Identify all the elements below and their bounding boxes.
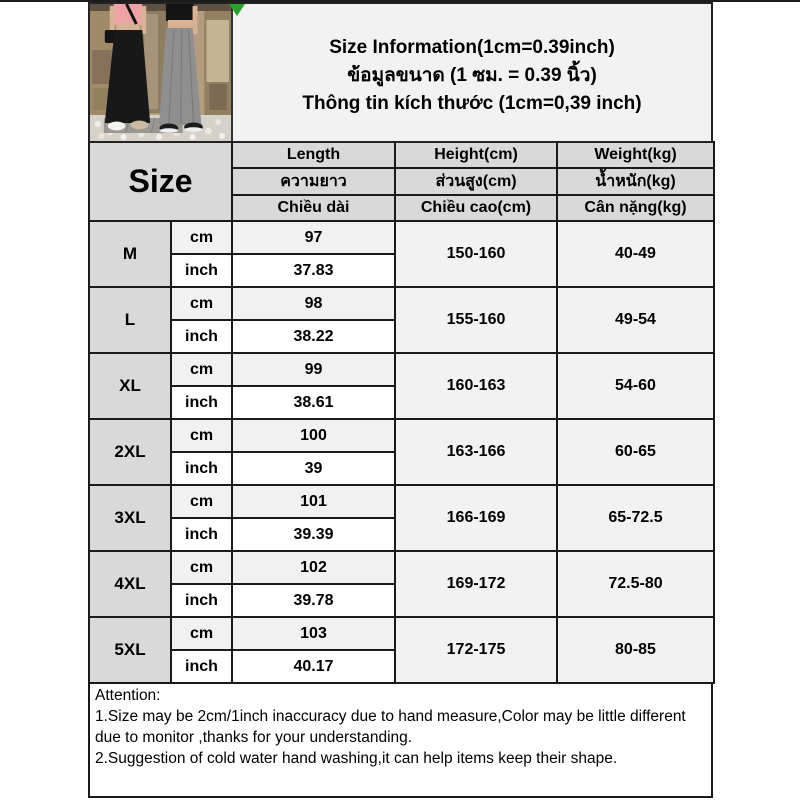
height-value: 155-160 bbox=[395, 287, 557, 353]
table-row bbox=[89, 353, 714, 386]
size-cell-4xl: 4XL bbox=[89, 551, 171, 617]
weight-value: 60-65 bbox=[557, 419, 714, 485]
length-cm-value: 101 bbox=[232, 485, 395, 518]
height-header-vi: Chiều cao(cm) bbox=[395, 195, 557, 221]
length-inch-value: 38.61 bbox=[232, 386, 395, 419]
unit-cm-label: cm bbox=[171, 419, 232, 452]
unit-cm-label: cm bbox=[171, 485, 232, 518]
attention-item: 1.Size may be 2cm/1inch inaccuracy due to hand measure,Color may be little different due to monitor ,thanks for your understanding. bbox=[95, 708, 686, 746]
unit-inch-label: inch bbox=[171, 386, 232, 419]
attention-item: 2.Suggestion of cold water hand washing,it can help items keep their shape. bbox=[95, 750, 618, 767]
table-row bbox=[89, 551, 714, 584]
unit-inch-label: inch bbox=[171, 650, 232, 683]
table-row bbox=[89, 485, 714, 518]
size-sheet bbox=[88, 2, 713, 798]
size-cell-3xl: 3XL bbox=[89, 485, 171, 551]
length-header-vi: Chiều dài bbox=[232, 195, 395, 221]
length-inch-value: 39.39 bbox=[232, 518, 395, 551]
weight-value: 54-60 bbox=[557, 353, 714, 419]
height-header-th: ส่วนสูง(cm) bbox=[395, 168, 557, 195]
length-inch-value: 39.78 bbox=[232, 584, 395, 617]
length-inch-value: 39 bbox=[232, 452, 395, 485]
height-header-en: Height(cm) bbox=[395, 142, 557, 168]
length-cm-value: 102 bbox=[232, 551, 395, 584]
weight-value: 65-72.5 bbox=[557, 485, 714, 551]
unit-cm-label: cm bbox=[171, 221, 232, 254]
unit-inch-label: inch bbox=[171, 320, 232, 353]
table-row bbox=[89, 287, 714, 320]
length-cm-value: 100 bbox=[232, 419, 395, 452]
length-cm-value: 103 bbox=[232, 617, 395, 650]
title-panel bbox=[233, 4, 711, 141]
height-value: 169-172 bbox=[395, 551, 557, 617]
hero-section bbox=[88, 2, 713, 143]
unit-inch-label: inch bbox=[171, 452, 232, 485]
attention-heading: Attention: bbox=[95, 687, 161, 704]
size-header-cell: Size bbox=[89, 142, 232, 221]
weight-value: 40-49 bbox=[557, 221, 714, 287]
size-cell-l: L bbox=[89, 287, 171, 353]
table-row bbox=[89, 221, 714, 254]
height-value: 172-175 bbox=[395, 617, 557, 683]
length-cm-value: 97 bbox=[232, 221, 395, 254]
height-value: 166-169 bbox=[395, 485, 557, 551]
product-photo bbox=[90, 4, 233, 141]
length-header-th: ความยาว bbox=[232, 168, 395, 195]
size-cell-m: M bbox=[89, 221, 171, 287]
unit-cm-label: cm bbox=[171, 353, 232, 386]
length-header-en: Length bbox=[232, 142, 395, 168]
weight-header-vi: Cân nặng(kg) bbox=[557, 195, 714, 221]
weight-header-th: น้ำหนัก(kg) bbox=[557, 168, 714, 195]
green-triangle-icon bbox=[229, 4, 245, 16]
size-cell-5xl: 5XL bbox=[89, 617, 171, 683]
unit-cm-label: cm bbox=[171, 617, 232, 650]
weight-value: 80-85 bbox=[557, 617, 714, 683]
title-english: Size Information(1cm=0.39inch) bbox=[329, 36, 615, 58]
unit-cm-label: cm bbox=[171, 551, 232, 584]
size-cell-2xl: 2XL bbox=[89, 419, 171, 485]
height-value: 150-160 bbox=[395, 221, 557, 287]
length-inch-value: 37.83 bbox=[232, 254, 395, 287]
length-inch-value: 38.22 bbox=[232, 320, 395, 353]
header-row-english bbox=[89, 142, 714, 168]
table-row bbox=[89, 419, 714, 452]
size-table bbox=[88, 141, 715, 684]
weight-header-en: Weight(kg) bbox=[557, 142, 714, 168]
unit-inch-label: inch bbox=[171, 518, 232, 551]
length-inch-value: 40.17 bbox=[232, 650, 395, 683]
height-value: 163-166 bbox=[395, 419, 557, 485]
weight-value: 72.5-80 bbox=[557, 551, 714, 617]
unit-inch-label: inch bbox=[171, 254, 232, 287]
weight-value: 49-54 bbox=[557, 287, 714, 353]
unit-cm-label: cm bbox=[171, 287, 232, 320]
length-cm-value: 98 bbox=[232, 287, 395, 320]
length-cm-value: 99 bbox=[232, 353, 395, 386]
title-vietnamese: Thông tin kích thước (1cm=0,39 inch) bbox=[302, 92, 642, 114]
size-cell-xl: XL bbox=[89, 353, 171, 419]
table-row bbox=[89, 617, 714, 650]
title-thai: ข้อมูลขนาด (1 ซม. = 0.39 นิ้ว) bbox=[347, 64, 597, 86]
product-photo-illustration bbox=[90, 4, 231, 141]
height-value: 160-163 bbox=[395, 353, 557, 419]
unit-inch-label: inch bbox=[171, 584, 232, 617]
attention-box bbox=[88, 684, 713, 798]
